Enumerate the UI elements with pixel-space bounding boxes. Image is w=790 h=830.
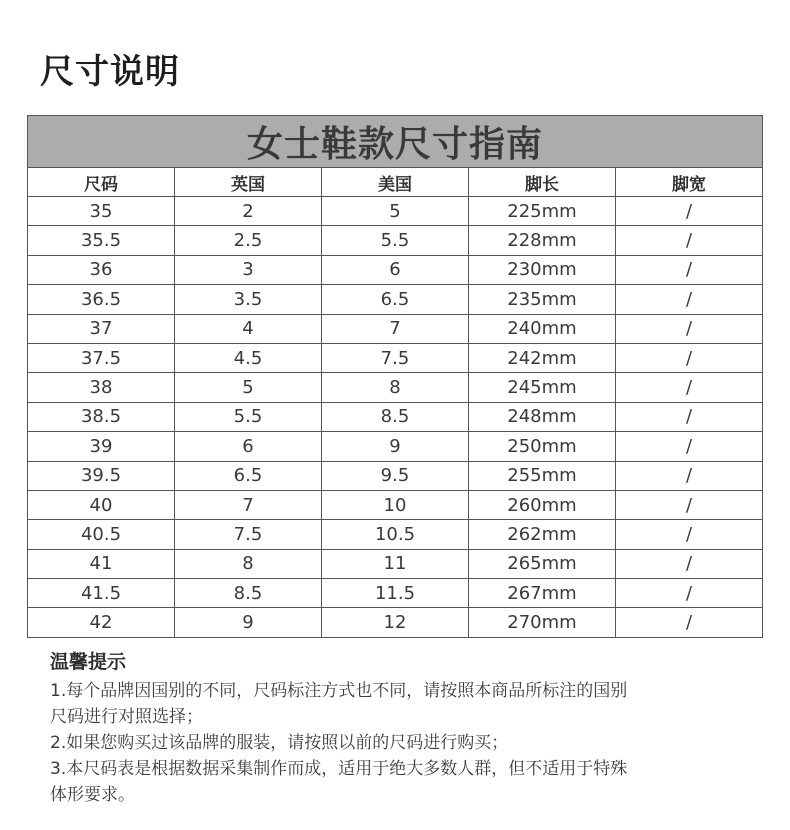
table-row — [28, 343, 763, 372]
cell-foot-length: 262mm — [469, 520, 616, 549]
header-foot-width: 脚宽 — [616, 168, 763, 197]
cell-uk: 6 — [175, 432, 322, 461]
table-row — [28, 197, 763, 226]
cell-size: 42 — [28, 608, 175, 637]
cell-size: 38 — [28, 373, 175, 402]
table-row — [28, 432, 763, 461]
cell-foot-width: / — [616, 314, 763, 343]
tip-line: 1.每个品牌因国别的不同，尺码标注方式也不同，请按照本商品所标注的国别 — [50, 681, 628, 701]
cell-size: 35 — [28, 197, 175, 226]
cell-foot-width: / — [616, 579, 763, 608]
cell-foot-length: 242mm — [469, 343, 616, 372]
header-uk: 英国 — [175, 168, 322, 197]
cell-foot-length: 260mm — [469, 490, 616, 519]
table-row — [28, 285, 763, 314]
cell-foot-width: / — [616, 285, 763, 314]
table-row — [28, 461, 763, 490]
cell-us: 10 — [322, 490, 469, 519]
table-banner: 女士鞋款尺寸指南 — [28, 116, 763, 168]
cell-uk: 5 — [175, 373, 322, 402]
cell-foot-width: / — [616, 226, 763, 255]
cell-size: 38.5 — [28, 402, 175, 431]
cell-uk: 4.5 — [175, 343, 322, 372]
cell-uk: 8.5 — [175, 579, 322, 608]
cell-us: 10.5 — [322, 520, 469, 549]
cell-size: 40.5 — [28, 520, 175, 549]
cell-uk: 4 — [175, 314, 322, 343]
cell-uk: 8 — [175, 549, 322, 578]
cell-uk: 7.5 — [175, 520, 322, 549]
header-us: 美国 — [322, 168, 469, 197]
cell-uk: 2.5 — [175, 226, 322, 255]
cell-uk: 7 — [175, 490, 322, 519]
table-row — [28, 549, 763, 578]
cell-us: 5 — [322, 197, 469, 226]
cell-us: 11 — [322, 549, 469, 578]
cell-us: 7 — [322, 314, 469, 343]
cell-foot-width: / — [616, 461, 763, 490]
header-foot-length: 脚长 — [469, 168, 616, 197]
cell-foot-length: 255mm — [469, 461, 616, 490]
cell-foot-width: / — [616, 432, 763, 461]
cell-us: 7.5 — [322, 343, 469, 372]
cell-size: 36.5 — [28, 285, 175, 314]
tip-line: 体形要求。 — [50, 785, 135, 805]
cell-foot-width: / — [616, 343, 763, 372]
cell-foot-width: / — [616, 255, 763, 284]
cell-foot-width: / — [616, 520, 763, 549]
size-chart — [27, 115, 763, 638]
cell-us: 9.5 — [322, 461, 469, 490]
cell-size: 37 — [28, 314, 175, 343]
cell-us: 12 — [322, 608, 469, 637]
cell-foot-length: 235mm — [469, 285, 616, 314]
cell-foot-width: / — [616, 549, 763, 578]
cell-foot-length: 230mm — [469, 255, 616, 284]
cell-foot-length: 270mm — [469, 608, 616, 637]
cell-foot-width: / — [616, 197, 763, 226]
tip-line: 尺码进行对照选择； — [50, 707, 203, 727]
cell-uk: 9 — [175, 608, 322, 637]
tips-title: 温馨提示 — [50, 651, 127, 673]
size-table — [27, 115, 763, 638]
tips-section — [50, 648, 760, 808]
cell-us: 8 — [322, 373, 469, 402]
cell-foot-length: 240mm — [469, 314, 616, 343]
cell-size: 40 — [28, 490, 175, 519]
cell-uk: 6.5 — [175, 461, 322, 490]
table-row — [28, 608, 763, 637]
table-header-row — [28, 168, 763, 197]
table-row — [28, 255, 763, 284]
cell-uk: 2 — [175, 197, 322, 226]
cell-us: 6 — [322, 255, 469, 284]
cell-us: 11.5 — [322, 579, 469, 608]
table-row — [28, 579, 763, 608]
cell-size: 41.5 — [28, 579, 175, 608]
cell-us: 5.5 — [322, 226, 469, 255]
cell-foot-length: 267mm — [469, 579, 616, 608]
cell-foot-width: / — [616, 490, 763, 519]
cell-foot-length: 225mm — [469, 197, 616, 226]
table-body — [28, 197, 763, 638]
cell-us: 9 — [322, 432, 469, 461]
cell-us: 6.5 — [322, 285, 469, 314]
cell-foot-width: / — [616, 608, 763, 637]
cell-foot-length: 248mm — [469, 402, 616, 431]
cell-uk: 3.5 — [175, 285, 322, 314]
cell-size: 37.5 — [28, 343, 175, 372]
cell-size: 39.5 — [28, 461, 175, 490]
cell-foot-length: 245mm — [469, 373, 616, 402]
cell-foot-length: 228mm — [469, 226, 616, 255]
table-row — [28, 226, 763, 255]
table-row — [28, 314, 763, 343]
table-row — [28, 373, 763, 402]
cell-size: 39 — [28, 432, 175, 461]
cell-foot-length: 250mm — [469, 432, 616, 461]
table-row — [28, 402, 763, 431]
tip-line: 2.如果您购买过该品牌的服装，请按照以前的尺码进行购买； — [50, 733, 509, 753]
table-row — [28, 490, 763, 519]
tip-line: 3.本尺码表是根据数据采集制作而成，适用于绝大多数人群，但不适用于特殊 — [50, 759, 628, 779]
header-size: 尺码 — [28, 168, 175, 197]
cell-size: 35.5 — [28, 226, 175, 255]
cell-uk: 5.5 — [175, 402, 322, 431]
cell-us: 8.5 — [322, 402, 469, 431]
cell-foot-width: / — [616, 402, 763, 431]
cell-uk: 3 — [175, 255, 322, 284]
page-title: 尺寸说明 — [40, 52, 180, 92]
table-banner-row — [28, 116, 763, 168]
cell-size: 36 — [28, 255, 175, 284]
cell-size: 41 — [28, 549, 175, 578]
cell-foot-width: / — [616, 373, 763, 402]
table-row — [28, 520, 763, 549]
cell-foot-length: 265mm — [469, 549, 616, 578]
